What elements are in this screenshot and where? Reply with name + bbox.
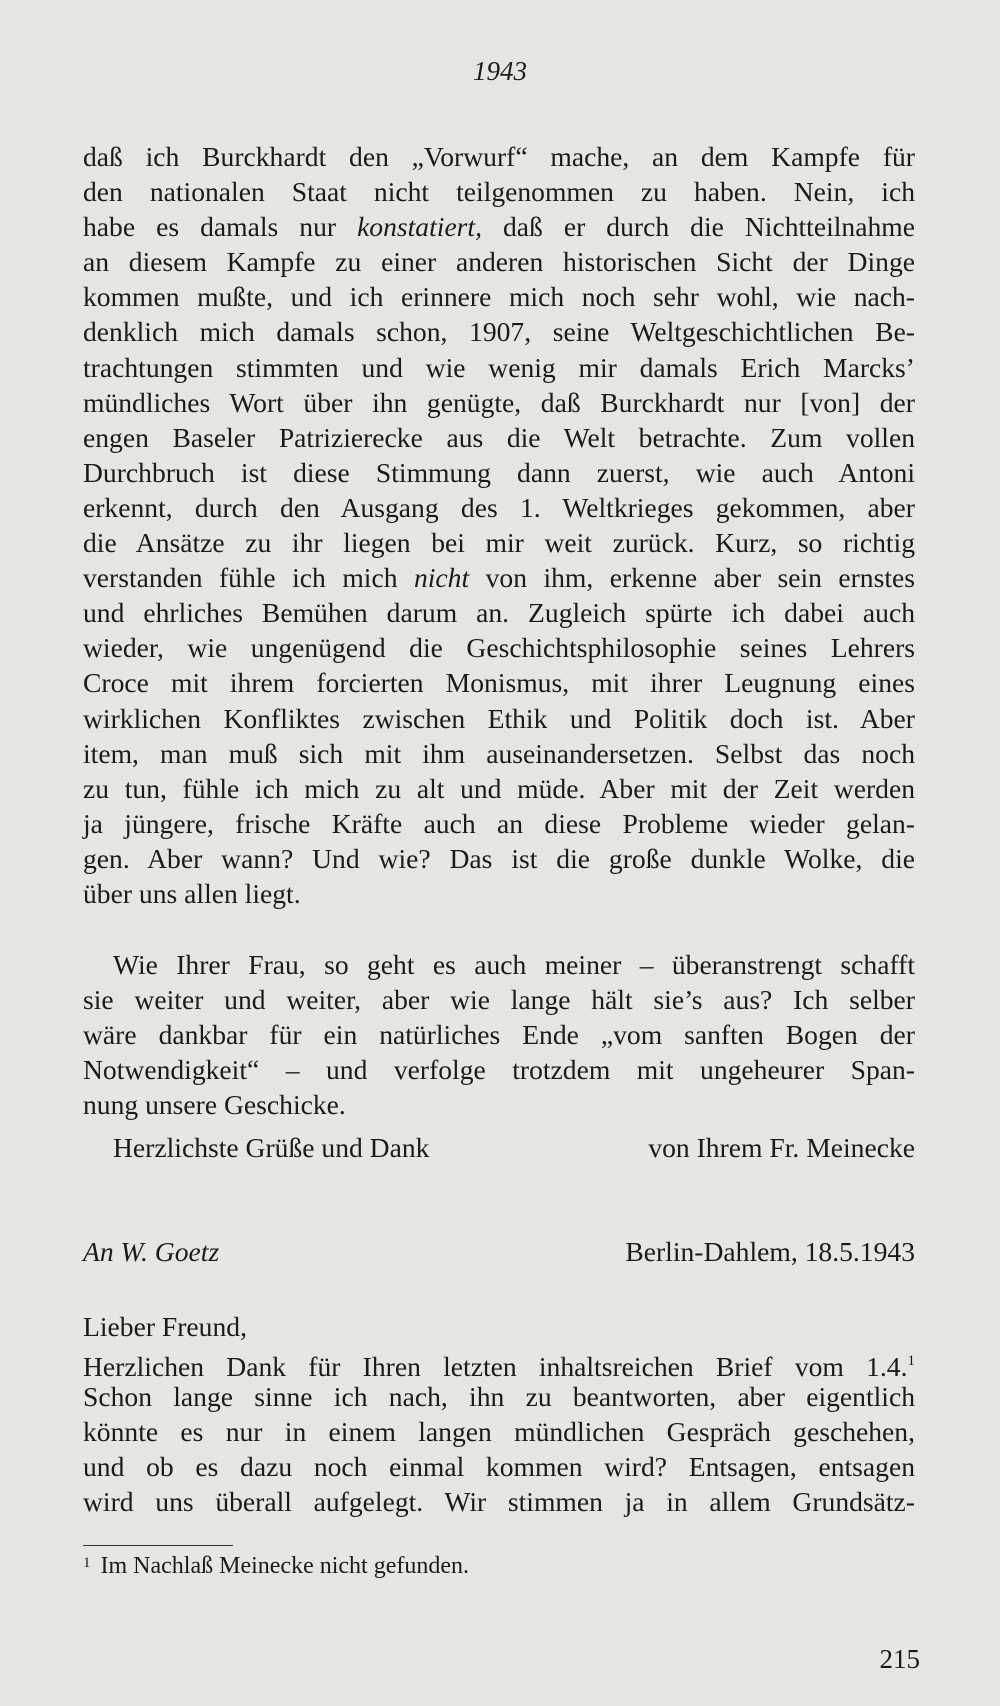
closing-greeting: Herzlichste Grüße und Dank xyxy=(113,1132,430,1163)
text-line: item, man muß sich mit ihm auseinandersetzen. Selbst das noch xyxy=(83,737,915,769)
letter-recipient: An W. Goetz xyxy=(83,1236,220,1267)
salutation: Lieber Freund, xyxy=(83,1311,247,1342)
running-header-year: 1943 xyxy=(473,56,527,86)
letter-header-row xyxy=(83,1236,915,1268)
text-line xyxy=(83,1344,915,1383)
footnote-marker: 1 xyxy=(907,1353,915,1370)
footnote-rule xyxy=(83,1545,233,1546)
text-line xyxy=(83,209,915,244)
text-line: an diesem Kampfe zu einer anderen historischen Sicht der Dinge xyxy=(83,246,915,278)
text-line: sie weiter und weiter, aber wie lange hält sie’s aus? Ich selber xyxy=(83,984,915,1016)
text-line: zu tun, fühle ich mich zu alt und müde. Aber mit der Zeit werden xyxy=(83,772,915,804)
text-line: den nationalen Staat nicht teilgenommen zu haben. Nein, ich xyxy=(83,176,915,208)
text-line: ja jüngere, frische Kräfte auch an diese Probleme wieder gelan- xyxy=(83,807,915,839)
text-line: wieder, wie ungenügend die Geschichtsphilosophie seines Lehrers xyxy=(83,632,915,664)
text-line: wirklichen Konfliktes zwischen Ethik und Politik doch ist. Aber xyxy=(83,702,915,734)
paragraph-1 xyxy=(83,139,915,911)
text-line: die Ansätze zu ihr liegen bei mir weit zurück. Kurz, so richtig xyxy=(83,527,915,559)
closing-line xyxy=(83,1130,915,1165)
text-line: Notwendigkeit“ – und verfolge trotzdem mit ungeheurer Span- xyxy=(83,1054,915,1086)
text-run: verstanden fühle ich mich xyxy=(83,562,414,594)
text-line: wäre dankbar für ein natürliches Ende „vom sanften Bogen der xyxy=(83,1019,915,1051)
paragraph-2 xyxy=(83,947,915,1122)
letter-header xyxy=(83,1236,915,1268)
text-line: Durchbruch ist diese Stimmung dann zuerst, wie auch Antoni xyxy=(83,456,915,488)
text-run: habe es damals nur xyxy=(83,211,358,243)
text-line: könnte es nur in einem langen mündlichen Gespräch geschehen, xyxy=(83,1416,915,1448)
text-line: trachtungen stimmten und wie wenig mir damals Erich Marcks’ xyxy=(83,351,915,383)
paragraph-3 xyxy=(83,1309,915,1520)
closing-signature: von Ihrem Fr. Meinecke xyxy=(648,1132,915,1163)
text-line: denklich mich damals schon, 1907, seine Weltgeschichtlichen Be- xyxy=(83,316,915,348)
emphasis-text: nicht xyxy=(413,562,470,594)
text-line: wird uns überall aufgelegt. Wir stimmen ja in allem Grundsätz- xyxy=(83,1486,915,1518)
page-number: 215 xyxy=(879,1644,920,1674)
emphasis-text: konstatiert, xyxy=(357,211,482,243)
text-line: gen. Aber wann? Und wie? Das ist die große dunkle Wolke, die xyxy=(83,842,915,874)
text-line: über uns allen liegt. xyxy=(83,877,301,909)
text-line: erkennt, durch den Ausgang des 1. Weltkrieges gekommen, aber xyxy=(83,491,915,523)
text-line: mündliches Wort über ihn genügte, daß Burckhardt nur [von] der xyxy=(83,386,915,418)
text-line: Croce mit ihrem forcierten Monismus, mit ihrer Leugnung eines xyxy=(83,667,915,699)
text-run: von ihm, erkenne aber sein ernstes xyxy=(469,562,915,594)
footnote-number: 1 xyxy=(83,1555,91,1571)
closing-row xyxy=(83,1130,915,1165)
footnote-text: Im Nachlaß Meinecke nicht gefunden. xyxy=(100,1553,470,1579)
letter-place-date: Berlin-Dahlem, 18.5.1943 xyxy=(625,1236,915,1267)
text-line: engen Baseler Patrizierecke aus die Welt betrachte. Zum vollen xyxy=(83,421,915,453)
text-run: Herzlichen Dank für Ihren letzten inhaltsreichen Brief vom 1.4. xyxy=(83,1351,908,1383)
text-line: kommen mußte, und ich erinnere mich noch sehr wohl, wie nach- xyxy=(83,281,915,313)
text-line: und ob es dazu noch einmal kommen wird? Entsagen, entsagen xyxy=(83,1451,915,1483)
text-line: und ehrliches Bemühen darum an. Zugleich spürte ich dabei auch xyxy=(83,597,915,629)
text-line: daß ich Burckhardt den „Vorwurf“ mache, an dem Kampfe für xyxy=(83,141,915,172)
text-line: Wie Ihrer Frau, so geht es auch meiner – überanstrengt schafft xyxy=(113,949,915,980)
text-line xyxy=(83,560,915,595)
text-line: nung unsere Geschicke. xyxy=(83,1089,346,1121)
text-run: daß er durch die Nichtteilnahme xyxy=(482,211,915,243)
text-line: Schon lange sinne ich nach, ihn zu beantworten, aber eigentlich xyxy=(83,1381,915,1413)
footnote xyxy=(83,1548,469,1581)
